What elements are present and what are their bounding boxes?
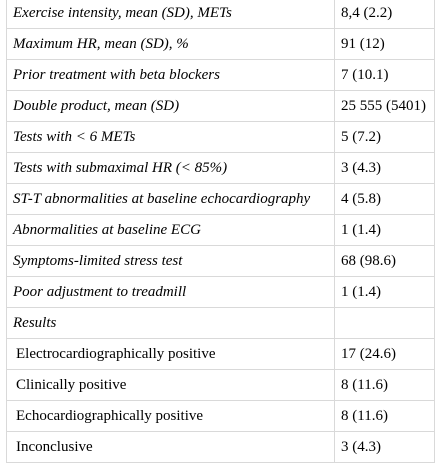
row-label-st-t-abnormalities: ST-T abnormalities at baseline echocardiography [7, 184, 335, 215]
row-value-double-product: 25 555 (5401) [335, 91, 435, 122]
row-label-baseline-ecg: Abnormalities at baseline ECG [7, 215, 335, 246]
row-value-ecg-positive: 17 (24.6) [335, 339, 435, 370]
table-row [7, 60, 435, 91]
table-row [7, 153, 435, 184]
row-value-results-heading [335, 308, 435, 339]
row-label-exercise-intensity: Exercise intensity, mean (SD), METs [7, 0, 335, 29]
row-label-submaximal-hr: Tests with submaximal HR (< 85%) [7, 153, 335, 184]
results-table-body [7, 0, 435, 463]
table-row [7, 432, 435, 463]
table-row [7, 246, 435, 277]
table-row [7, 401, 435, 432]
row-label-clinically-positive: Clinically positive [7, 370, 335, 401]
row-value-beta-blockers: 7 (10.1) [335, 60, 435, 91]
table-row [7, 215, 435, 246]
row-value-exercise-intensity: 8,4 (2.2) [335, 0, 435, 29]
row-value-poor-adjustment: 1 (1.4) [335, 277, 435, 308]
row-value-inconclusive: 3 (4.3) [335, 432, 435, 463]
row-label-ecg-positive: Electrocardiographically positive [7, 339, 335, 370]
row-value-maximum-hr: 91 (12) [335, 29, 435, 60]
row-label-double-product: Double product, mean (SD) [7, 91, 335, 122]
table-row [7, 308, 435, 339]
table-row [7, 370, 435, 401]
row-label-beta-blockers: Prior treatment with beta blockers [7, 60, 335, 91]
row-label-echo-positive: Echocardiographically positive [7, 401, 335, 432]
row-label-poor-adjustment: Poor adjustment to treadmill [7, 277, 335, 308]
row-value-echo-positive: 8 (11.6) [335, 401, 435, 432]
row-label-inconclusive: Inconclusive [7, 432, 335, 463]
table-row [7, 122, 435, 153]
table-row [7, 184, 435, 215]
results-table-container [6, 0, 434, 463]
row-value-baseline-ecg: 1 (1.4) [335, 215, 435, 246]
table-row [7, 339, 435, 370]
row-label-results-heading: Results [7, 308, 335, 339]
row-label-tests-under-6-mets: Tests with < 6 METs [7, 122, 335, 153]
results-table [6, 0, 435, 463]
table-row [7, 29, 435, 60]
table-row [7, 277, 435, 308]
row-value-submaximal-hr: 3 (4.3) [335, 153, 435, 184]
row-value-clinically-positive: 8 (11.6) [335, 370, 435, 401]
row-label-maximum-hr: Maximum HR, mean (SD), % [7, 29, 335, 60]
table-row [7, 0, 435, 29]
row-value-tests-under-6-mets: 5 (7.2) [335, 122, 435, 153]
row-value-st-t-abnormalities: 4 (5.8) [335, 184, 435, 215]
row-label-symptoms-limited: Symptoms-limited stress test [7, 246, 335, 277]
table-row [7, 91, 435, 122]
row-value-symptoms-limited: 68 (98.6) [335, 246, 435, 277]
